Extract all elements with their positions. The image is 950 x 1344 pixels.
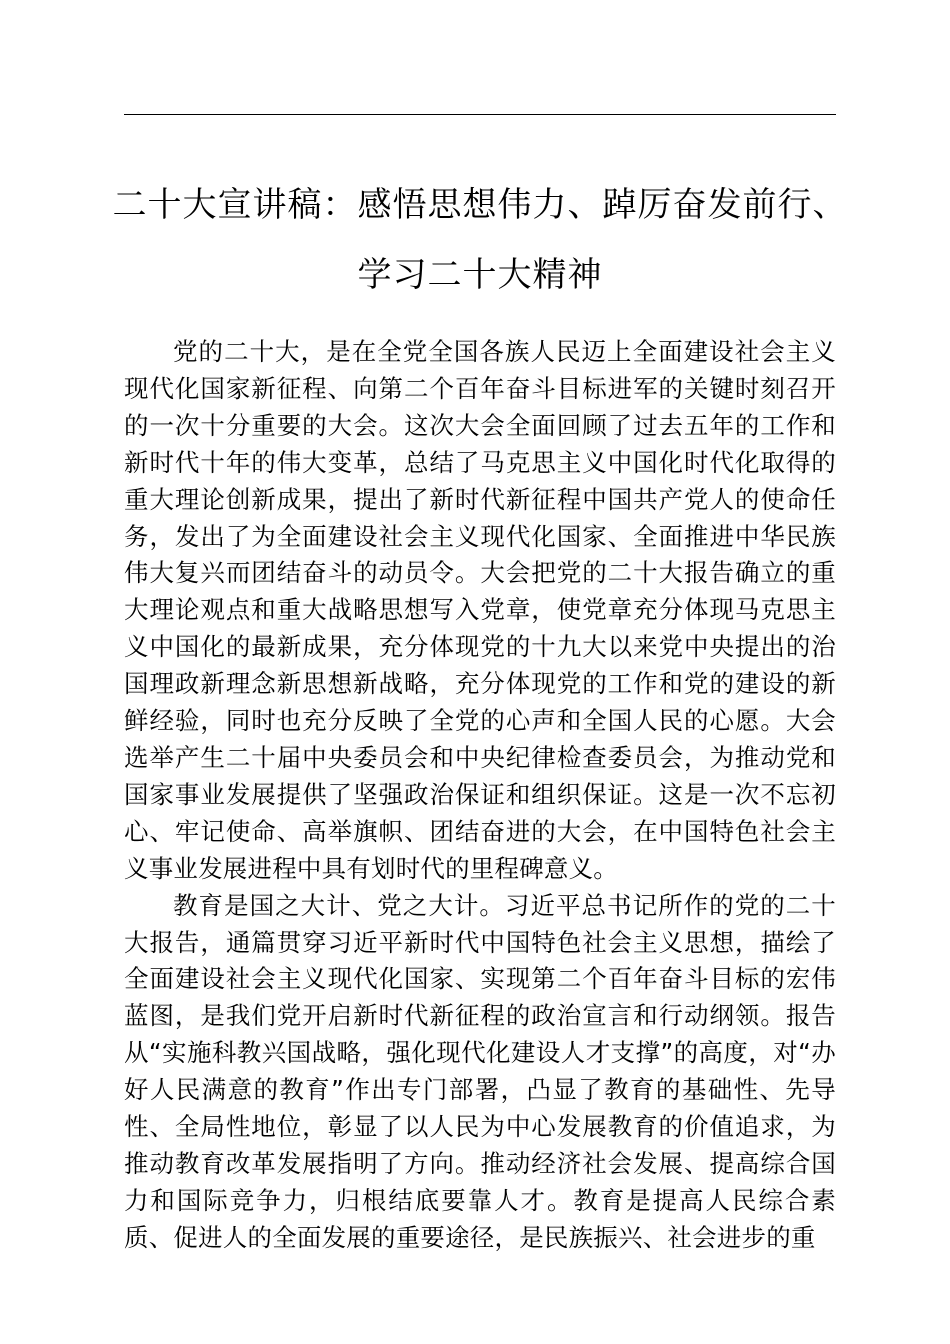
document-body [124, 334, 836, 1257]
title-line-1: 二十大宣讲稿：感悟思想伟力、踔厉奋发前行、 [112, 185, 848, 225]
paragraph-1: 党的二十大，是在全党全国各族人民迈上全面建设社会主义现代化国家新征程、向第二个百年奋斗目标进军的关键时刻召开的一次十分重要的大会。这次大会全面回顾了过去五年的工作和新时代十年的伟大变革，总结了马克思主义中国化时代化取得的重大理论创新成果，提出了新时代新征程中国共产党人的使命任务，发出了为全面建设社会主义现代化国家、全面推进中华民族伟大复兴而团结奋斗的动员令。大会把党的二十大报告确立的重大理论观点和重大战略思想写入党章，使党章充分体现马克思主义中国化的最新成果，充分体现党的十九大以来党中央提出的治国理政新理念新思想新战略，充分体现党的工作和党的建设的新鲜经验，同时也充分反映了全党的心声和全国人民的心愿。大会选举产生二十届中央委员会和中央纪律检查委员会，为推动党和国家事业发展提供了坚强政治保证和组织保证。这是一次不忘初心、牢记使命、高举旗帜、团结奋进的大会，在中国特色社会主义事业发展进程中具有划时代的里程碑意义。 [124, 337, 836, 883]
header-rule [124, 114, 836, 115]
title-line-2: 学习二十大精神 [357, 255, 603, 295]
document-title [100, 170, 860, 310]
paragraph-2: 教育是国之大计、党之大计。习近平总书记所作的党的二十大报告，通篇贯穿习近平新时代中国特色社会主义思想，描绘了全面建设社会主义现代化国家、实现第二个百年奋斗目标的宏伟蓝图，是我们党开启新时代新征程的政治宣言和行动纲领。报告从“实施科教兴国战略，强化现代化建设人才支撑”的高度，对“办好人民满意的教育”作出专门部署，凸显了教育的基础性、先导性、全局性地位，彰显了以人民为中心发展教育的价值追求，为推动教育改革发展指明了方向。推动经济社会发展、提高综合国力和国际竞争力，归根结底要靠人才。教育是提高人民综合素质、促进人的全面发展的重要途径，是民族振兴、社会进步的重 [124, 890, 836, 1252]
